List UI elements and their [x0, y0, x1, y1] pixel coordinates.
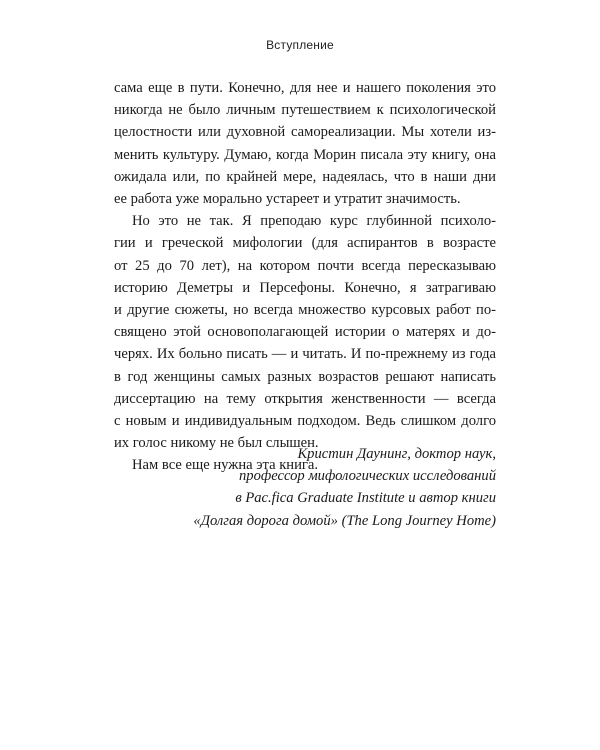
text-line: диссертацию на тему открытия женственности — всегда	[114, 390, 496, 407]
signature-line: «Долгая дорога домой» (The Long Journey Home)	[193, 512, 496, 529]
author-signature	[76, 443, 496, 532]
text-line: целостности или духовной самореализации. Мы хотели из-	[114, 124, 496, 141]
text-line: гии и греческой мифологии (для аспирантов в возрасте	[114, 235, 496, 252]
text-line: менить культуру. Думаю, когда Морин писала эту книгу, она	[114, 146, 496, 163]
text-line: историю Деметры и Персефоны. Конечно, я затрагиваю	[114, 279, 496, 296]
text-line: сама еще в пути. Конечно, для нее и нашего поколения это	[114, 80, 496, 96]
text-line: Нам все еще нужна эта книга.	[132, 457, 319, 474]
text-line: никогда не было личным путешествием к психологической	[114, 102, 496, 119]
text-line: ожидала или, по крайней мере, надеялась, что в наши дни	[114, 168, 496, 185]
text-line: и другие сюжеты, но всегда множество курсовых работ по-	[114, 302, 496, 319]
text-line: Но это не так. Я преподаю курс глубинной психоло-	[132, 213, 496, 230]
text-line: в год женщины самых разных возрастов решают написать	[114, 368, 496, 385]
body-text	[114, 77, 496, 477]
signature-line: профессор мифологических исследований	[238, 468, 496, 485]
text-line: черях. Их больно писать — и читать. И по-прежнему из года	[114, 346, 496, 363]
signature-line: Кристин Даунинг, доктор наук,	[297, 446, 496, 462]
running-head: Вступление	[266, 38, 334, 52]
signature-line: в Pac.fica Graduate Institute и автор книги	[235, 490, 496, 507]
text-line: ее работа уже морально устареет и утратит значимость.	[114, 191, 461, 208]
text-line: от 25 до 70 лет), на котором почти всегда пересказываю	[114, 257, 496, 274]
text-line: с новым и индивидуальным подходом. Ведь слишком долго	[114, 413, 496, 430]
text-line: их голос никому не был слышен.	[114, 435, 319, 452]
text-line: священо этой основополагающей истории о матерях и до-	[114, 324, 496, 341]
